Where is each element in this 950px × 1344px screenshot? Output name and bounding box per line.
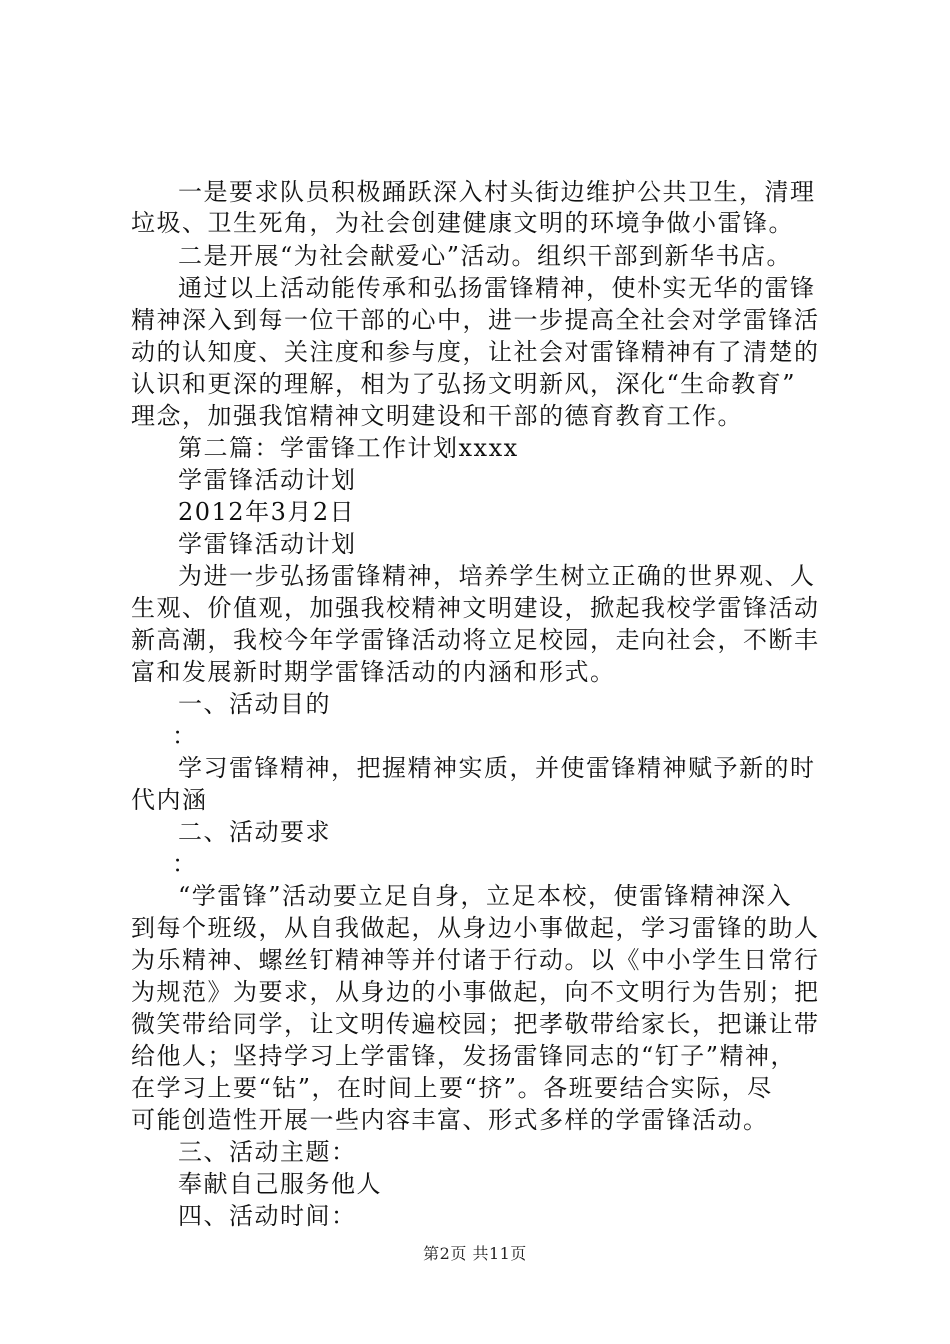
section-heading: 三、活动主题： <box>178 1138 357 1166</box>
body-line: 垃圾、卫生死角，为社会创建健康文明的环境争做小雷锋。 <box>131 209 794 237</box>
body-line: 理念，加强我馆精神文明建设和干部的德育教育工作。 <box>131 402 743 430</box>
body-line: 学习雷锋精神，把握精神实质，并使雷锋精神赋予新的时 <box>178 754 816 782</box>
colon-line: ： <box>172 850 198 878</box>
body-line: 富和发展新时期学雷锋活动的内涵和形式。 <box>131 658 616 686</box>
section-heading: 第二篇：学雷锋工作计划xxxx <box>178 434 519 462</box>
page-number-footer: 第2页 共11页 <box>423 1244 527 1263</box>
plan-date: 2012年3月2日 <box>178 498 356 526</box>
section-heading: 四、活动时间： <box>178 1202 357 1230</box>
body-line: 给他人；坚持学习上学雷锋，发扬雷锋同志的“钉子”精神， <box>131 1042 797 1070</box>
section-heading: 二、活动要求 <box>178 818 331 846</box>
body-line: 通过以上活动能传承和弘扬雷锋精神，使朴实无华的雷锋 <box>178 274 816 302</box>
body-line: 生观、价值观，加强我校精神文明建设，掀起我校学雷锋活动 <box>131 594 820 622</box>
body-line: 一是要求队员积极踊跃深入村头街边维护公共卫生，清理 <box>178 178 816 206</box>
section-heading: 一、活动目的 <box>178 690 331 718</box>
body-line: 为规范》为要求，从身边的小事做起，向不文明行为告别；把 <box>131 978 820 1006</box>
body-line: 到每个班级，从自我做起，从身边小事做起，学习雷锋的助人 <box>131 914 820 942</box>
body-line: 精神深入到每一位干部的心中，进一步提高全社会对学雷锋活 <box>131 306 820 334</box>
body-line: 认识和更深的理解，相为了弘扬文明新风，深化“生命教育” <box>131 370 797 398</box>
colon-line: ： <box>172 722 198 750</box>
body-line: 代内涵 <box>131 786 208 814</box>
body-line: 在学习上要“钻”，在时间上要“挤”。各班要结合实际，尽 <box>131 1074 773 1102</box>
body-line: 奉献自己服务他人 <box>178 1170 382 1198</box>
body-line: 动的认知度、关注度和参与度，让社会对雷锋精神有了清楚的 <box>131 338 820 366</box>
body-line: 二是开展“为社会献爱心”活动。组织干部到新华书店。 <box>178 242 793 270</box>
body-line: 新高潮，我校今年学雷锋活动将立足校园，走向社会，不断丰 <box>131 626 820 654</box>
plan-title: 学雷锋活动计划 <box>178 466 357 494</box>
body-line: “学雷锋”活动要立足自身，立足本校，使雷锋精神深入 <box>178 882 793 910</box>
body-line: 为乐精神、螺丝钉精神等并付诸于行动。以《中小学生日常行 <box>131 946 820 974</box>
body-line: 微笑带给同学，让文明传遍校园；把孝敬带给家长，把谦让带 <box>131 1010 820 1038</box>
plan-title: 学雷锋活动计划 <box>178 530 357 558</box>
body-line: 可能创造性开展一些内容丰富、形式多样的学雷锋活动。 <box>131 1106 769 1134</box>
body-line: 为进一步弘扬雷锋精神，培养学生树立正确的世界观、人 <box>178 562 816 590</box>
